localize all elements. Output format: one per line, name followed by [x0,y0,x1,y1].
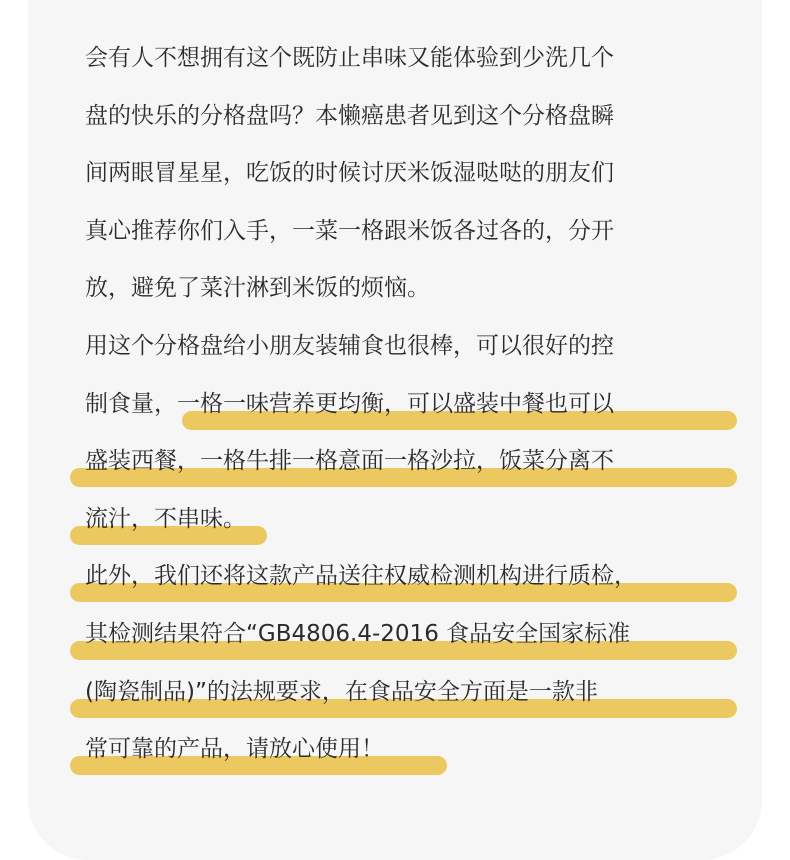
text-line: 间两眼冒星星，吃饭的时候讨厌米饭湿哒哒的朋友们 [85,160,614,187]
text-line: 其检测结果符合“GB4806.4-2016 食品安全国家标准 [85,606,725,664]
text-line: 用这个分格盘给小朋友装辅食也很棒，可以很好的控 [85,332,614,359]
text-line: (陶瓷制品)”的法规要求，在食品安全方面是一款非 [85,664,725,722]
text-line: 会有人不想拥有这个既防止串味又能体验到少洗几个 [85,45,614,71]
text-line: 真心推荐你们入手，一菜一格跟米饭各过各的，分开 [85,217,614,244]
text-line: 此外，我们还将这款产品送往权威检测机构进行质检， [85,548,725,606]
text-line: 放，避免了菜汁淋到米饭的烦恼。 [85,275,430,302]
text-line: 流汁，不串味。 [85,491,725,549]
text-line: 盘的快乐的分格盘吗？本懒癌患者见到这个分格盘瞬 [85,102,614,129]
text-line: 常可靠的产品，请放心使用！ [85,721,725,779]
text-line: 制食量，一格一味营养更均衡，可以盛装中餐也可以 [85,376,725,434]
text-line: 盛装西餐，一格牛排一格意面一格沙拉，饭菜分离不 [85,433,725,491]
article-text [85,30,725,779]
